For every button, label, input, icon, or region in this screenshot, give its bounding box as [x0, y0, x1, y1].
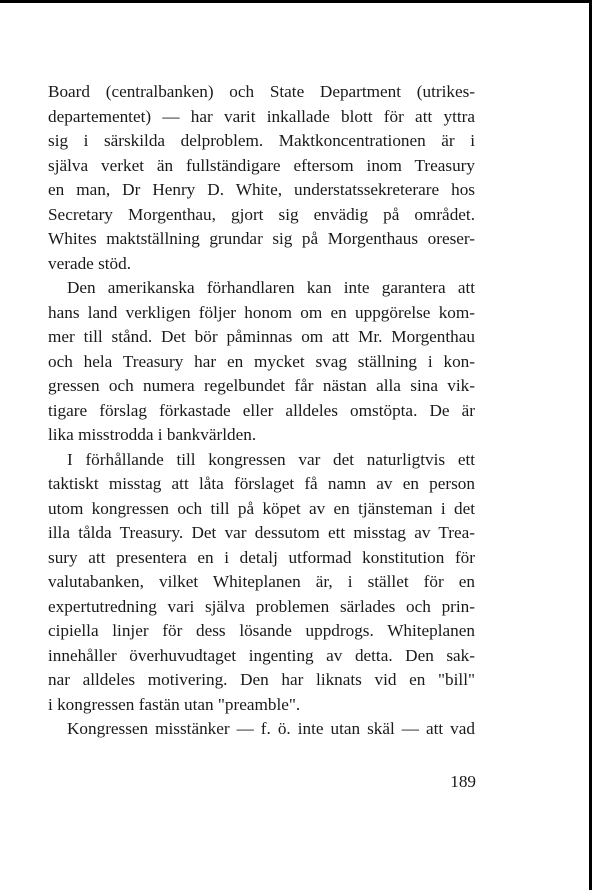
text-line: innehåller överhuvudtaget ingenting av detta. Den sak-: [48, 645, 475, 665]
page-body-text: [48, 80, 475, 742]
text-line: hans land verkligen följer honom om en uppgörelse kom-: [48, 302, 475, 322]
text-line: utom kongressen och till på köpet av en tjänsteman i det: [48, 498, 475, 518]
text-line: lika misstrodda i bankvärlden.: [48, 425, 257, 444]
text-line: en man, Dr Henry D. White, understatssekreterare hos: [48, 180, 475, 199]
text-line: valutabanken, vilket Whiteplanen är, i stället för en: [48, 572, 475, 591]
text-line: I förhållande till kongressen var det naturligtvis ett: [67, 449, 475, 469]
text-line: Secretary Morgenthau, gjort sig envädig på området.: [48, 204, 475, 224]
paragraph: [48, 80, 475, 276]
text-line: verade stöd.: [48, 253, 132, 273]
text-line: och hela Treasury har en mycket svag ställning i kon-: [48, 351, 475, 371]
text-line: själva verket än fullständigare eftersom inom Treasury: [48, 155, 475, 175]
text-line: Board (centralbanken) och State Department (utrikes-: [48, 82, 475, 101]
text-line: nar alldeles motivering. Den har liknats vid en "bill": [48, 670, 475, 689]
text-line: i kongressen fastän utan "preamble".: [48, 694, 301, 714]
text-line: sig i särskilda delproblem. Maktkoncentrationen är i: [48, 131, 475, 150]
text-line: expertutredning vari själva problemen särlades och prin-: [48, 596, 475, 616]
text-line: Den amerikanska förhandlaren kan inte garantera att: [67, 278, 475, 297]
text-line: Whites maktställning grundar sig på Morgenthaus oreser-: [48, 229, 475, 248]
text-line: departementet) — har varit inkallade blott för att yttra: [48, 106, 475, 126]
text-line: taktiskt misstag att låta förslaget få namn av en person: [48, 474, 475, 493]
text-line: sury att presentera en i detalj utformad konstitution för: [48, 547, 475, 567]
page-top-border: [0, 0, 592, 3]
text-line: gressen och numera regelbundet får nästan alla sina vik-: [48, 376, 475, 395]
text-line: mer till stånd. Det bör påminnas om att Mr. Morgenthau: [48, 327, 475, 346]
paragraph: [48, 717, 475, 742]
text-line: illa tålda Treasury. Det var dessutom ett misstag av Trea-: [48, 523, 475, 542]
text-line: Kongressen misstänker — f. ö. inte utan skäl — att vad: [67, 719, 475, 738]
text-line: cipiella linjer för dess lösande uppdrogs. Whiteplanen: [48, 621, 475, 640]
paragraph: [48, 448, 475, 718]
page-number: 189: [450, 772, 476, 791]
paragraph: [48, 276, 475, 448]
text-line: tigare förslag förkastade eller alldeles omstöpta. De är: [48, 400, 475, 420]
